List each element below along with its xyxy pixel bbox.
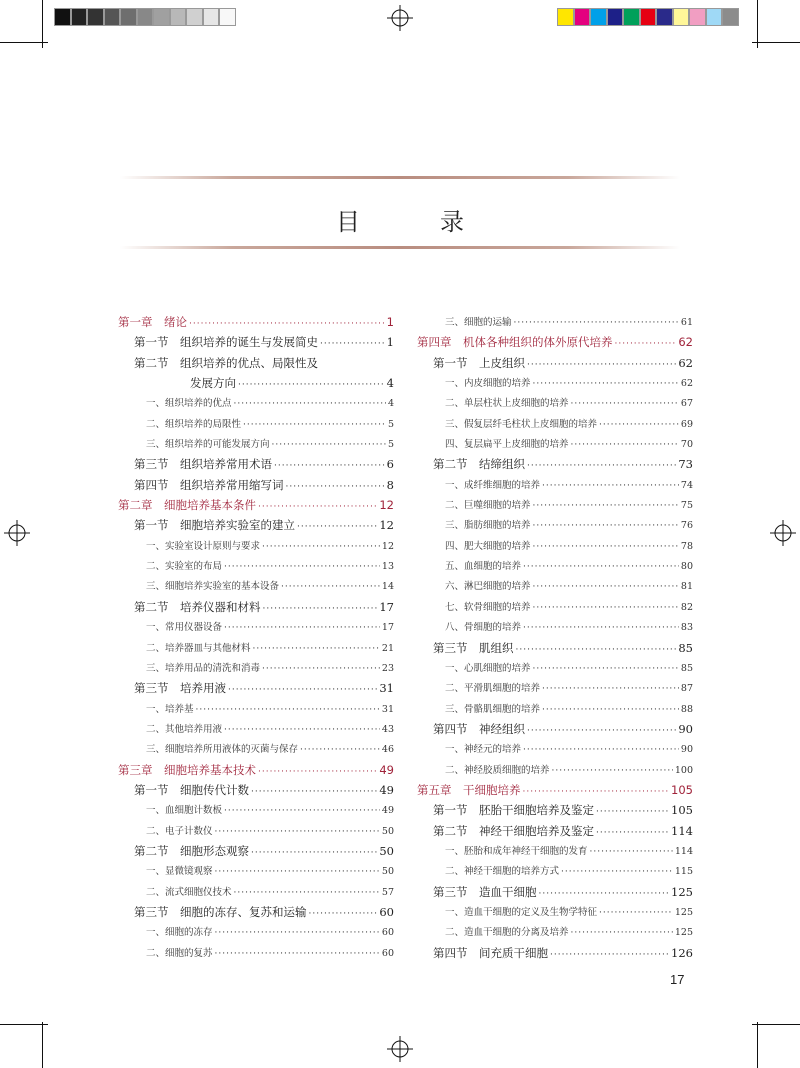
toc-leader-dots [599,908,673,918]
toc-leader-dots [224,725,380,735]
toc-entry-text: 四、复层扁平上皮细胞的培养 [445,439,569,451]
toc-entry-item[interactable] [118,924,394,944]
toc-entry-text: 二、神经干细胞的培养方式 [445,866,560,878]
toc-entry-text: 一、神经元的培养 [445,744,522,756]
toc-entry-text: 第三章 细胞培养基本技术 [118,762,256,777]
toc-leader-dots [215,867,380,877]
toc-page-number: 23 [381,662,394,674]
toc-entry-section[interactable] [118,477,394,497]
toc-entry-text: 一、常用仪器设备 [146,622,223,634]
toc-page-number: 70 [680,439,693,451]
toc-entry-text: 三、假复层纤毛柱状上皮细胞的培养 [445,418,598,430]
toc-entry-item[interactable] [417,538,693,558]
gray-swatch [54,8,71,26]
toc-leader-dots [224,806,380,816]
gray-swatch [219,8,236,26]
toc-entry-section[interactable] [118,782,394,802]
toc-page-number: 90 [680,744,693,756]
toc-entry-item[interactable] [118,721,394,741]
toc-entry-text: 二、电子计数仪 [146,825,213,837]
toc-leader-dots [258,502,377,512]
toc-leader-dots [533,521,679,531]
registration-mark-icon [387,1036,413,1062]
toc-page-number: 6 [386,457,394,472]
toc-entry-text: 第一节 细胞传代计数 [134,782,249,797]
toc-entry-item[interactable] [417,680,693,700]
toc-page-number: 105 [671,782,693,797]
toc-entry-section[interactable] [417,802,693,822]
toc-leader-dots [571,399,679,409]
toc-entry-text: 三、培养用品的清洗和消毒 [146,662,261,674]
toc-entry-item[interactable] [417,477,693,497]
gray-swatch [186,8,203,26]
toc-page-number: 78 [680,540,693,552]
toc-page-number: 43 [381,723,394,735]
toc-entry-text: 一、培养基 [146,703,194,715]
toc-entry-section[interactable] [417,945,693,965]
toc-entry-text: 二、神经胶质细胞的培养 [445,764,550,776]
toc-page-number: 105 [671,803,693,818]
toc-entry-text: 二、实验室的布局 [146,561,223,573]
page-title-char: 录 [440,208,504,236]
toc-entry-item[interactable] [118,640,394,660]
toc-entry-text: 三、脂肪细胞的培养 [445,520,531,532]
toc-page-number: 31 [381,703,394,715]
toc-page-number: 80 [680,561,693,573]
toc-entry-item[interactable] [118,945,394,965]
toc-page-number: 5 [387,439,394,451]
toc-leader-dots [590,847,673,857]
toc-leader-dots [539,889,670,899]
toc-leader-dots [215,949,380,959]
toc-leader-dots [596,828,669,838]
toc-entry-section[interactable] [417,456,693,476]
toc-left-column [118,314,394,965]
toc-entry-text: 二、平滑肌细胞的培养 [445,683,541,695]
toc-entry-text: 二、巨噬细胞的培养 [445,500,531,512]
toc-entry-item[interactable] [417,924,693,944]
toc-entry-chapter[interactable] [118,497,394,517]
title-rule-top [120,176,680,179]
color-swatch-bar [557,8,739,26]
toc-page-number: 90 [678,721,693,736]
color-swatch [623,8,640,26]
toc-entry-chapter[interactable] [118,762,394,782]
toc-page-number: 85 [680,662,693,674]
toc-entry-text: 二、造血干细胞的分离及培养 [445,927,569,939]
toc-entry-section[interactable] [417,640,693,660]
toc-page-number: 57 [381,886,394,898]
toc-entry-text: 第五章 干细胞培养 [417,782,521,797]
toc-entry-text: 五、血细胞的培养 [445,561,522,573]
toc-entry-text: 二、流式细胞仪技术 [146,886,232,898]
toc-leader-dots [533,542,679,552]
toc-entry-item[interactable] [118,578,394,598]
toc-entry-item[interactable] [118,660,394,680]
color-swatch [689,8,706,26]
toc-page-number: 83 [680,622,693,634]
color-swatch [722,8,739,26]
toc-leader-dots [542,705,679,715]
toc-page-number: 17 [379,599,394,614]
gray-swatch [87,8,104,26]
toc-entry-text: 二、细胞的复苏 [146,947,213,959]
toc-entry-item[interactable] [118,823,394,843]
toc-page-number: 82 [680,601,693,613]
toc-page-number: 50 [381,866,394,878]
toc-leader-dots [262,542,380,552]
toc-leader-dots [224,562,380,572]
toc-leader-dots [234,888,380,898]
toc-entry-item[interactable] [118,558,394,578]
color-swatch [640,8,657,26]
registration-mark-icon [387,5,413,31]
toc-entry-text: 第二节 细胞形态观察 [134,843,249,858]
page-title [0,202,800,237]
toc-leader-dots [320,339,385,349]
toc-entry-item[interactable] [417,619,693,639]
toc-entry-text: 第二章 细胞培养基本条件 [118,498,256,513]
gray-swatch [137,8,154,26]
toc-entry-section[interactable] [417,355,693,375]
toc-entry-section[interactable] [118,680,394,700]
toc-entry-section-cont[interactable] [118,375,394,395]
toc-entry-text: 第三节 组织培养常用术语 [134,457,272,472]
gray-swatch [170,8,187,26]
toc-leader-dots [596,807,669,817]
toc-leader-dots [542,481,679,491]
toc-page-number: 46 [381,744,394,756]
toc-page-number: 21 [381,642,394,654]
toc-entry-text: 第三节 培养用液 [134,681,226,696]
toc-entry-item[interactable] [118,741,394,761]
toc-page-number: 1 [386,315,394,329]
toc-entry-item[interactable] [417,701,693,721]
toc-entry-item[interactable] [417,599,693,619]
gray-swatch [203,8,220,26]
toc-entry-section[interactable] [417,721,693,741]
color-swatch [607,8,624,26]
toc-entry-item[interactable] [118,701,394,721]
toc-entry-item[interactable] [118,416,394,436]
toc-page-number: 114 [671,823,693,838]
toc-page-number: 5 [387,418,394,430]
toc-entry-chapter[interactable] [417,782,693,802]
toc-entry-item[interactable] [118,538,394,558]
page-number: 17 [670,972,685,987]
toc-leader-dots [514,318,679,328]
toc-leader-dots [523,623,679,633]
toc-page-number: 17 [381,622,394,634]
toc-leader-dots [527,360,676,370]
toc-entry-text: 六、淋巴细胞的培养 [445,581,531,593]
toc-entry-text: 第一章 绪论 [118,315,187,329]
title-rule-bottom [120,246,680,249]
toc-entry-text: 二、组织培养的局限性 [146,418,242,430]
toc-entry-text: 一、胚胎和成年神经干细胞的发育 [445,845,588,857]
toc-entry-text: 第二节 结缔组织 [433,457,525,472]
toc-entry-item[interactable] [417,517,693,537]
toc-entry-item[interactable] [417,578,693,598]
toc-leader-dots [523,787,670,797]
toc-entry-section[interactable] [417,884,693,904]
toc-entry-section[interactable] [118,517,394,537]
toc-entry-item[interactable] [417,660,693,680]
toc-page-number: 49 [381,805,394,817]
toc-entry-item[interactable] [118,395,394,415]
toc-leader-dots [571,440,679,450]
toc-entry-text: 第三节 细胞的冻存、复苏和运输 [134,904,307,919]
toc-leader-dots [533,603,679,613]
toc-entry-text: 一、内皮细胞的培养 [445,378,531,390]
toc-page-number: 87 [680,683,693,695]
toc-entry-text: 第二节 组织培养的优点、局限性及 [134,355,318,370]
toc-entry-chapter[interactable] [118,314,394,334]
color-swatch [673,8,690,26]
toc-entry-item[interactable] [417,762,693,782]
gray-swatch [153,8,170,26]
toc-page-number: 1 [386,335,394,350]
toc-entry-text: 发展方向 [190,376,236,391]
toc-page-number: 75 [680,500,693,512]
toc-entry-text: 第四节 组织培养常用缩写词 [134,477,284,492]
toc-leader-dots [533,501,679,511]
toc-entry-item[interactable] [118,619,394,639]
toc-page-number: 62 [678,335,693,350]
toc-leader-dots [571,928,673,938]
toc-page-number: 76 [680,520,693,532]
color-swatch [706,8,723,26]
toc-page-number: 12 [379,518,394,533]
toc-page-number: 12 [381,540,394,552]
toc-entry-text: 第四节 神经组织 [433,721,525,736]
toc-entry-section-nopage[interactable] [118,355,394,375]
toc-page-number: 62 [680,378,693,390]
toc-page-number: 125 [674,927,693,939]
grayscale-swatch-bar [54,8,236,26]
toc-page-number: 62 [678,355,693,370]
toc-leader-dots [300,745,380,755]
toc-page-number: 125 [671,884,693,899]
toc-leader-dots [251,787,377,797]
toc-page-number: 12 [379,498,394,513]
toc-leader-dots [228,685,377,695]
toc-entry-text: 八、骨细胞的培养 [445,622,522,634]
toc-leader-dots [516,645,677,655]
toc-entry-text: 一、显微镜观察 [146,866,213,878]
toc-entry-section[interactable] [417,823,693,843]
toc-page-number: 14 [381,581,394,593]
toc-entry-text: 一、血细胞计数板 [146,805,223,817]
toc-entry-text: 第二节 培养仪器和材料 [134,599,261,614]
toc-page-number: 61 [680,317,693,328]
toc-leader-dots [309,909,378,919]
toc-leader-dots [527,726,676,736]
toc-leader-dots [599,420,679,430]
gray-swatch [104,8,121,26]
toc-entry-item[interactable] [417,395,693,415]
color-swatch [656,8,673,26]
toc-entry-text: 第三节 肌组织 [433,640,514,655]
toc-page-number: 8 [386,477,394,492]
toc-leader-dots [258,767,377,777]
toc-page-number: 4 [386,376,394,391]
toc-leader-dots [523,745,679,755]
toc-leader-dots [251,848,377,858]
toc-entry-text: 二、单层柱状上皮细胞的培养 [445,398,569,410]
toc-entry-text: 第一节 胚胎干细胞培养及鉴定 [433,803,594,818]
toc-leader-dots [272,440,386,450]
toc-entry-text: 第四章 机体各种组织的体外原代培养 [417,335,613,350]
registration-mark-icon [770,520,796,546]
toc-leader-dots [552,766,673,776]
toc-page-number: 114 [674,845,693,857]
toc-entry-item[interactable] [118,802,394,822]
toc-entry-text: 一、成纤维细胞的培养 [445,479,541,491]
gray-swatch [71,8,88,26]
toc-page-number: 67 [680,398,693,410]
toc-entry-text: 七、软骨细胞的培养 [445,601,531,613]
toc-leader-dots [542,684,679,694]
gray-swatch [120,8,137,26]
toc-leader-dots [238,380,385,390]
toc-entry-text: 第一节 细胞培养实验室的建立 [134,518,295,533]
toc-leader-dots [615,339,677,349]
toc-leader-dots [224,623,380,633]
toc-page-number: 88 [680,703,693,715]
toc-page-number: 50 [379,843,394,858]
toc-entry-item[interactable] [417,558,693,578]
toc-entry-text: 一、组织培养的优点 [146,398,232,410]
toc-entry-text: 三、细胞的运输 [445,317,512,328]
toc-page-number: 60 [379,904,394,919]
toc-leader-dots [281,582,380,592]
toc-entry-chapter[interactable] [417,334,693,354]
toc-page-number: 31 [379,681,394,696]
toc-entry-section[interactable] [118,843,394,863]
toc-page-number: 4 [387,398,394,410]
toc-entry-item[interactable] [417,375,693,395]
toc-page-number: 50 [381,825,394,837]
toc-page-number: 69 [680,418,693,430]
toc-page-number: 85 [678,640,693,655]
toc-right-column [417,314,693,965]
toc-leader-dots [550,950,669,960]
toc-entry-text: 一、实验室设计原则与要求 [146,540,261,552]
toc-leader-dots [533,582,679,592]
toc-entry-text: 第一节 组织培养的诞生与发展简史 [134,335,318,350]
toc-entry-text: 三、骨骼肌细胞的培养 [445,703,541,715]
toc-leader-dots [215,928,380,938]
toc-page-number: 74 [680,479,693,491]
toc-page-number: 115 [674,866,693,878]
color-swatch [574,8,591,26]
toc-entry-text: 一、造血干细胞的定义及生物学特征 [445,906,598,918]
toc-leader-dots [263,604,378,614]
toc-entry-section[interactable] [118,599,394,619]
toc-entry-item[interactable] [417,497,693,517]
color-swatch [590,8,607,26]
toc-page-number: 60 [381,947,394,959]
toc-page-number: 125 [674,906,693,918]
toc-entry-section[interactable] [118,904,394,924]
toc-leader-dots [523,562,679,572]
toc-leader-dots [243,420,386,430]
toc-entry-text: 三、细胞培养所用液体的灭菌与保存 [146,744,299,756]
toc-page-number: 73 [678,457,693,472]
toc-page-number: 60 [381,927,394,939]
toc-entry-text: 三、细胞培养实验室的基本设备 [146,581,280,593]
toc-leader-dots [262,664,380,674]
toc-leader-dots [274,461,385,471]
toc-entry-section[interactable] [118,334,394,354]
toc-entry-section[interactable] [118,456,394,476]
toc-page-number: 13 [381,561,394,573]
toc-entry-item[interactable] [417,416,693,436]
toc-leader-dots [286,482,385,492]
toc-entry-text: 第一节 上皮组织 [433,355,525,370]
toc-entry-text: 第二节 神经干细胞培养及鉴定 [433,823,594,838]
toc-entry-text: 二、培养器皿与其他材料 [146,642,251,654]
toc-entry-item[interactable] [417,314,693,334]
toc-page-number: 100 [674,764,693,776]
toc-page-number: 49 [379,782,394,797]
registration-mark-icon [4,520,30,546]
toc-page-number: 126 [671,945,693,960]
toc-entry-item[interactable] [118,863,394,883]
toc-entry-item[interactable] [417,741,693,761]
page-title-char: 目 [336,208,400,236]
toc-leader-dots [297,522,377,532]
toc-entry-text: 一、细胞的冻存 [146,927,213,939]
toc-entry-item[interactable] [417,436,693,456]
toc-entry-text: 一、心肌细胞的培养 [445,662,531,674]
toc-entry-item[interactable] [417,863,693,883]
toc-entry-item[interactable] [118,436,394,456]
toc-page-number: 49 [379,762,394,777]
toc-leader-dots [189,319,385,329]
toc-leader-dots [533,379,679,389]
toc-leader-dots [234,399,386,409]
toc-entry-item[interactable] [118,884,394,904]
toc-entry-text: 四、肥大细胞的培养 [445,540,531,552]
toc-entry-text: 三、组织培养的可能发展方向 [146,439,270,451]
toc-leader-dots [527,461,676,471]
toc-entry-item[interactable] [417,904,693,924]
toc-page-number: 81 [680,581,693,593]
color-swatch [557,8,574,26]
toc-entry-text: 二、其他培养用液 [146,723,223,735]
toc-leader-dots [215,827,380,837]
toc-leader-dots [561,867,673,877]
toc-leader-dots [253,644,380,654]
toc-entry-text: 第三节 造血干细胞 [433,884,537,899]
toc-leader-dots [196,705,380,715]
toc-entry-text: 第四节 间充质干细胞 [433,945,548,960]
toc-entry-item[interactable] [417,843,693,863]
toc-leader-dots [533,664,679,674]
